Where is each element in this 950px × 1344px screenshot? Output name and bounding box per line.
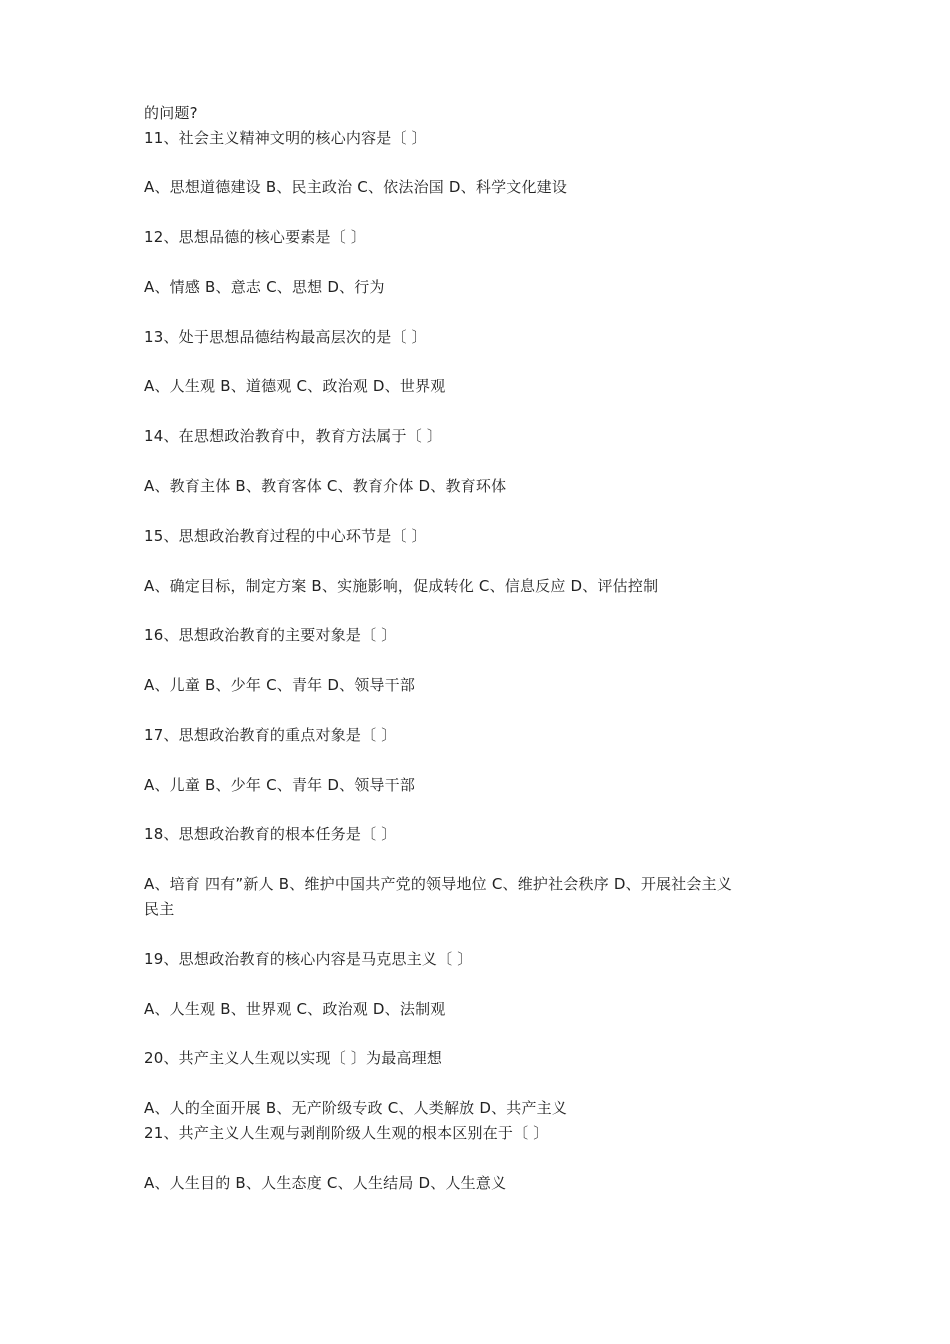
question-12: 12、思想品德的核心要素是〔 〕 xyxy=(144,228,367,246)
options-15: A、确定目标，制定方案 B、实施影响，促成转化 C、信息反应 D、评估控制 xyxy=(144,577,659,595)
question-15: 15、思想政治教育过程的中心环节是〔 〕 xyxy=(144,527,427,545)
question-19: 19、思想政治教育的核心内容是马克思主义〔 〕 xyxy=(144,950,473,968)
options-19: A、人生观 B、世界观 C、政治观 D、法制观 xyxy=(144,1000,446,1018)
options-13: A、人生观 B、道德观 C、政治观 D、世界观 xyxy=(144,377,446,395)
options-18: A、培育 四有”新人 B、维护中国共产党的领导地位 C、维护社会秩序 D、开展社会主义 xyxy=(144,875,733,893)
options-12: A、情感 B、意志 C、思想 D、行为 xyxy=(144,278,385,296)
question-13: 13、处于思想品德结构最高层次的是〔 〕 xyxy=(144,328,427,346)
options-18-continuation: 民主 xyxy=(144,900,175,918)
question-21: 21、共产主义人生观与剥削阶级人生观的根本区别在于〔 〕 xyxy=(144,1124,549,1142)
options-21: A、人生目的 B、人生态度 C、人生结局 D、人生意义 xyxy=(144,1174,507,1192)
question-16: 16、思想政治教育的主要对象是〔 〕 xyxy=(144,626,397,644)
question-17: 17、思想政治教育的重点对象是〔 〕 xyxy=(144,726,397,744)
question-20: 20、共产主义人生观以实现〔 〕为最高理想 xyxy=(144,1049,443,1067)
question-18: 18、思想政治教育的根本任务是〔 〕 xyxy=(144,825,397,843)
text-line-continuation: 的问题? xyxy=(144,104,198,122)
question-11: 11、社会主义精神文明的核心内容是〔 〕 xyxy=(144,129,427,147)
options-11: A、思想道德建设 B、民主政治 C、依法治国 D、科学文化建设 xyxy=(144,178,568,196)
options-17: A、儿童 B、少年 C、青年 D、领导干部 xyxy=(144,776,416,794)
options-20: A、人的全面开展 B、无产阶级专政 C、人类解放 D、共产主义 xyxy=(144,1099,568,1117)
options-14: A、教育主体 B、教育客体 C、教育介体 D、教育环体 xyxy=(144,477,507,495)
options-16: A、儿童 B、少年 C、青年 D、领导干部 xyxy=(144,676,416,694)
question-14: 14、在思想政治教育中，教育方法属于〔 〕 xyxy=(144,427,443,445)
